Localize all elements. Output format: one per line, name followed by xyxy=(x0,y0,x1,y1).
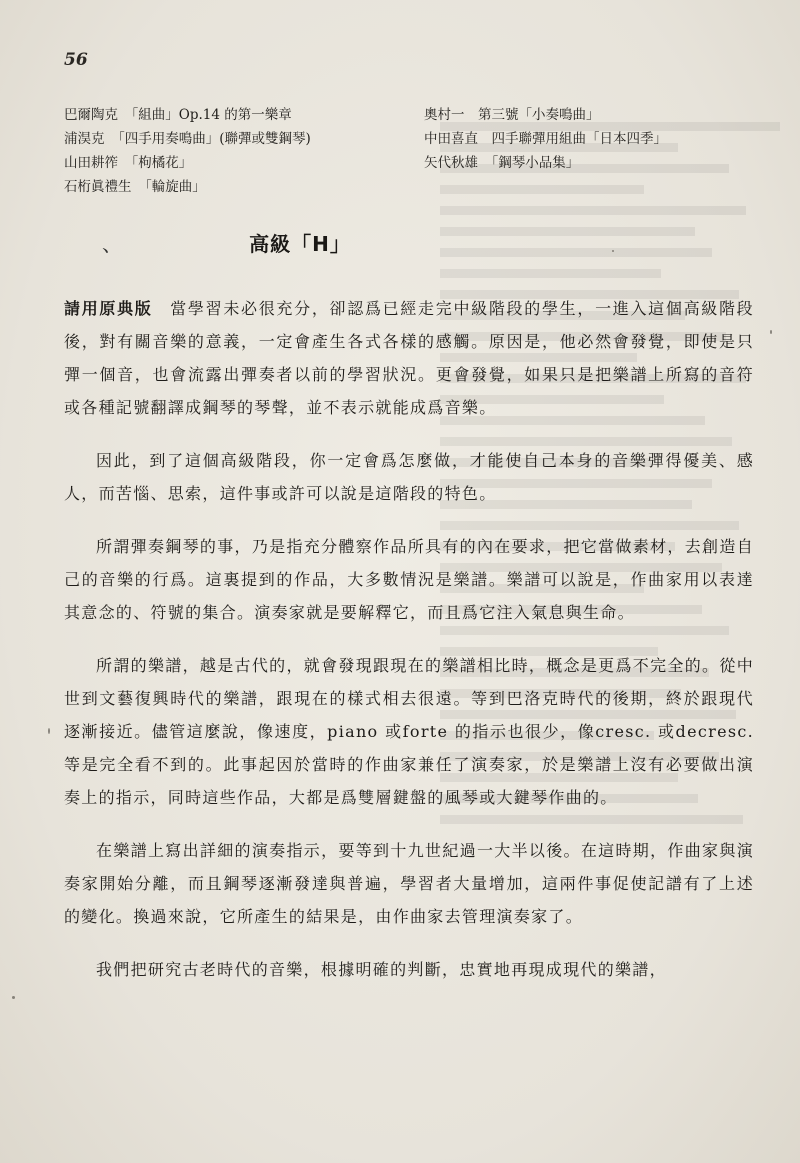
paragraph xyxy=(64,530,754,629)
repertoire-item: 巴爾陶克 「組曲」Op.14 的第一樂章 xyxy=(64,107,292,123)
scan-speck xyxy=(612,250,614,252)
page-number: 56 xyxy=(64,50,88,70)
repertoire-item: 浦淏克 「四手用奏鳴曲」(聯彈或雙鋼琴) xyxy=(64,131,311,147)
repertoire-item: 奧村一 第三號「小奏鳴曲」 xyxy=(424,107,600,123)
paragraph-text: 在樂譜上寫出詳細的演奏指示，要等到十九世紀過一大半以後。在這時期，作曲家與演奏家開始分離，而且鋼琴逐漸發達與普遍，學習者大量增加，這兩件事促使記譜有了上述的變化。換過來說，它所產生的結果是，由作曲家去管理演奏家了。 xyxy=(64,841,754,926)
repertoire-column-left xyxy=(64,103,424,199)
scan-speck xyxy=(12,996,15,999)
paragraph-text: 因此，到了這個高級階段，你一定會爲怎麼做，才能使自己本身的音樂彈得優美、感人，而苦惱、思索，這件事或許可以說是這階段的特色。 xyxy=(64,451,754,503)
paragraph xyxy=(64,953,754,986)
paragraph-text: 所謂的樂譜，越是古代的，就會發現跟現在的樂譜相比時，概念是更爲不完全的。從中世到文藝復興時代的樂譜，跟現在的樣式相去很遠。等到巴洛克時代的後期，終於跟現代逐漸接近。儘管這麼說，像速度，piano 或forte 的指示也很少，像cresc. 或decresc. 等是完全看不到的。此事起因於當時的作曲家兼任了演奏家，於是樂譜上沒有必要做出演奏上的指示，同時這些作品，大都是爲雙層鍵盤的風琴或大鍵琴作曲的。 xyxy=(64,656,754,807)
scan-speck xyxy=(48,728,50,734)
repertoire-item: 山田耕筰 「枸橘花」 xyxy=(64,155,193,171)
repertoire-column-right xyxy=(424,103,754,175)
paragraph xyxy=(64,649,754,814)
repertoire-item: 石桁眞禮生 「輪旋曲」 xyxy=(64,179,206,195)
section-heading: 高級「H」 xyxy=(249,232,351,256)
paragraph-lead-heading: 請用原典版 xyxy=(64,299,153,318)
paragraph-text: 我們把研究古老時代的音樂，根據明確的判斷，忠實地再現成現代的樂譜， xyxy=(96,960,667,979)
paragraph xyxy=(64,292,754,424)
body-text xyxy=(64,292,754,1006)
paragraph-text: 當學習未必很充分，卻認爲已經走完中級階段的學生，一進入這個高級階段後，對有關音樂的意義，一定會產生各式各樣的感觸。原因是，他必然會發覺，即使是只彈一個音，也會流露出彈奏者以前的學習狀況。更會發覺，如果只是把樂譜上所寫的音符或各種記號翻譯成鋼琴的琴聲，並不表示就能成爲音樂。 xyxy=(64,299,754,417)
paragraph xyxy=(64,444,754,510)
section-mark: 、 xyxy=(102,232,122,256)
paragraph xyxy=(64,834,754,933)
repertoire-item: 中田喜直 四手聯彈用組曲「日本四季」 xyxy=(424,131,667,147)
paragraph-text: 所謂彈奏鋼琴的事，乃是指充分體察作品所具有的內在要求，把它當做素材，去創造自己的音樂的行爲。這裏提到的作品，大多數情況是樂譜。樂譜可以說是，作曲家用以表達其意念的、符號的集合。演奏家就是要解釋它，而且爲它注入氣息與生命。 xyxy=(64,537,754,622)
repertoire-item: 矢代秋雄 「鋼琴小品集」 xyxy=(424,155,580,171)
scan-speck xyxy=(770,330,772,334)
